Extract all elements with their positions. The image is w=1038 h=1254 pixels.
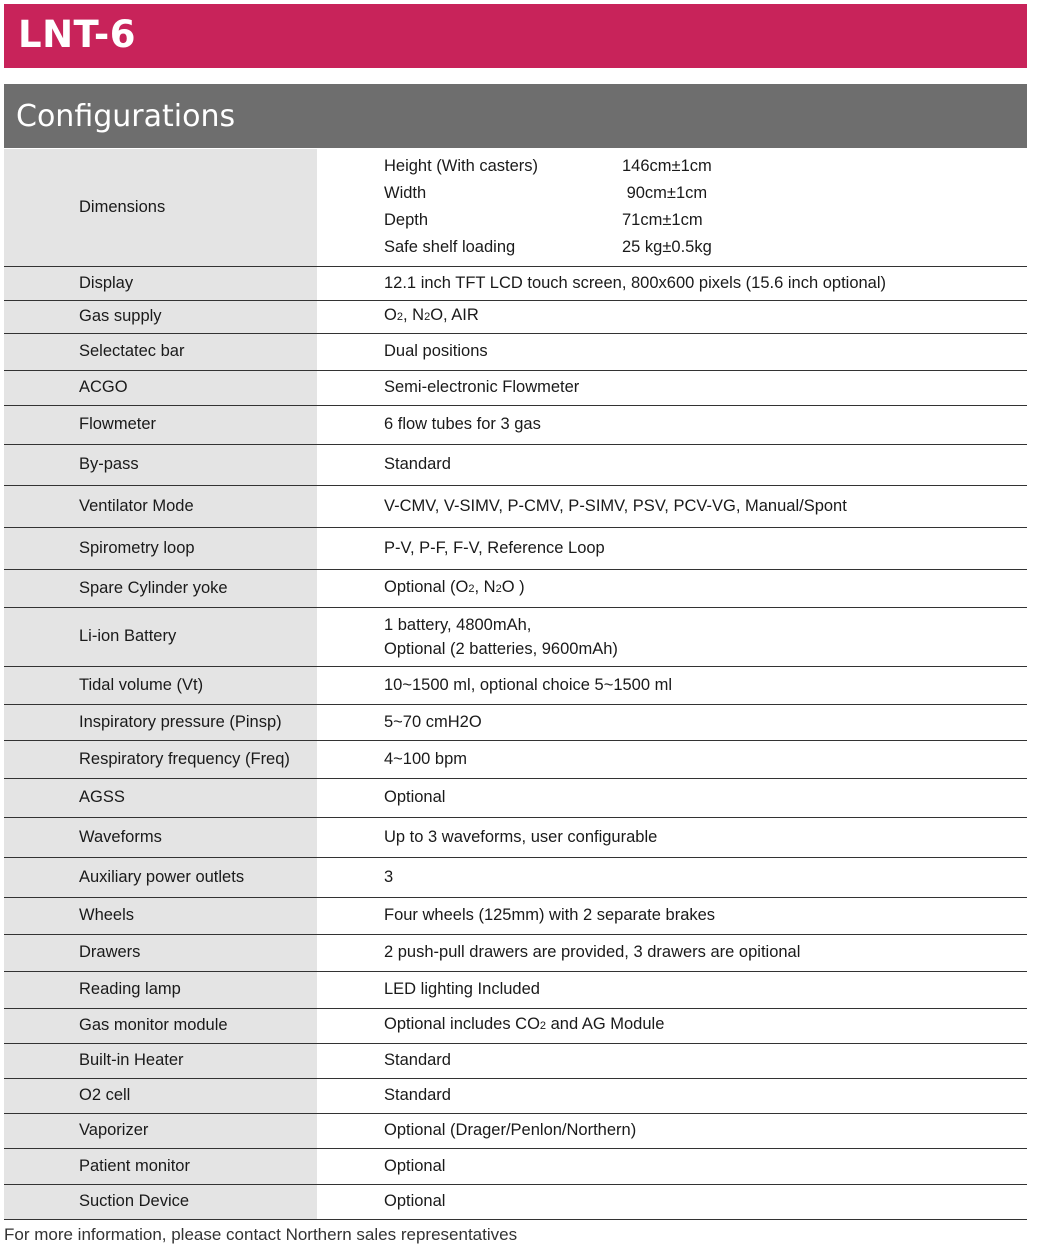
row-label: Vaporizer — [4, 1113, 317, 1148]
table-row — [4, 527, 1027, 569]
row-value: 10~1500 ml, optional choice 5~1500 ml — [317, 666, 1027, 704]
dimension-value: 25 kg±0.5kg — [622, 238, 712, 257]
spec-table — [4, 149, 1027, 1220]
row-label: Ventilator Mode — [4, 485, 317, 527]
row-label: Flowmeter — [4, 405, 317, 444]
row-label: Reading lamp — [4, 971, 317, 1008]
table-row — [4, 300, 1027, 333]
row-value: Standard — [317, 1078, 1027, 1113]
row-value — [317, 607, 1027, 666]
row-value-line: 1 battery, 4800mAh, — [384, 615, 532, 634]
dimension-value: 146cm±1cm — [622, 157, 712, 176]
dimension-line — [384, 234, 1027, 261]
row-value: Dual positions — [317, 333, 1027, 370]
dimension-value: 90cm±1cm — [622, 184, 708, 203]
dimension-name: Height (With casters) — [384, 157, 539, 176]
table-row-dimensions — [4, 149, 1027, 266]
dimension-value: 71cm±1cm — [622, 211, 703, 230]
row-label: Spirometry loop — [4, 527, 317, 569]
dimension-name: Safe shelf loading — [384, 238, 516, 257]
table-row — [4, 897, 1027, 934]
row-label: Li-ion Battery — [4, 607, 317, 666]
table-row — [4, 444, 1027, 485]
row-value: 6 flow tubes for 3 gas — [317, 405, 1027, 444]
table-row — [4, 857, 1027, 897]
row-value: LED lighting Included — [317, 971, 1027, 1008]
table-row — [4, 1043, 1027, 1078]
row-label: AGSS — [4, 778, 317, 817]
dimension-name: Width — [384, 184, 427, 203]
table-row — [4, 1184, 1027, 1219]
row-label: By-pass — [4, 444, 317, 485]
row-label: Spare Cylinder yoke — [4, 569, 317, 607]
table-row — [4, 569, 1027, 607]
table-row — [4, 740, 1027, 778]
row-value: Optional (Drager/Penlon/Northern) — [317, 1113, 1027, 1148]
row-label: Built-in Heater — [4, 1043, 317, 1078]
title-banner — [4, 4, 1027, 68]
row-label: Inspiratory pressure (Pinsp) — [4, 704, 317, 740]
row-value: 2 push-pull drawers are provided, 3 drawers are opitional — [317, 934, 1027, 971]
row-label: Selectatec bar — [4, 333, 317, 370]
table-row — [4, 1113, 1027, 1148]
row-value: Semi-electronic Flowmeter — [317, 370, 1027, 405]
footer-note: For more information, please contact Northern sales representatives — [4, 1225, 518, 1244]
table-row — [4, 934, 1027, 971]
row-label: Patient monitor — [4, 1148, 317, 1184]
row-label: Waveforms — [4, 817, 317, 857]
section-header — [4, 84, 1027, 148]
row-label: Wheels — [4, 897, 317, 934]
row-value: V-CMV, V-SIMV, P-CMV, P-SIMV, PSV, PCV-VG, Manual/Spont — [317, 485, 1027, 527]
table-row — [4, 704, 1027, 740]
dimensions-values — [317, 149, 1027, 266]
row-label: Suction Device — [4, 1184, 317, 1219]
row-value: 4~100 bpm — [317, 740, 1027, 778]
row-value: 5~70 cmH2O — [317, 704, 1027, 740]
table-row — [4, 370, 1027, 405]
row-label: Tidal volume (Vt) — [4, 666, 317, 704]
table-row — [4, 266, 1027, 300]
product-title: LNT-6 — [18, 13, 136, 56]
row-value: Standard — [317, 444, 1027, 485]
row-value: Optional — [317, 1184, 1027, 1219]
dimension-line — [384, 207, 1027, 234]
section-title: Configurations — [16, 99, 236, 134]
table-row — [4, 971, 1027, 1008]
table-row — [4, 666, 1027, 704]
row-label: Auxiliary power outlets — [4, 857, 317, 897]
table-row — [4, 1148, 1027, 1184]
row-value-line: Optional (2 batteries, 9600mAh) — [384, 639, 618, 658]
dimension-name: Depth — [384, 211, 429, 230]
row-label: Drawers — [4, 934, 317, 971]
row-value: Optional (O2, N2O ) — [317, 569, 1027, 607]
table-row — [4, 1008, 1027, 1043]
dimension-line — [384, 153, 1027, 180]
table-row — [4, 817, 1027, 857]
row-label: Gas monitor module — [4, 1008, 317, 1043]
table-row — [4, 333, 1027, 370]
table-row — [4, 485, 1027, 527]
row-label: Gas supply — [4, 300, 317, 333]
row-value: Optional includes CO2 and AG Module — [317, 1008, 1027, 1043]
table-row — [4, 607, 1027, 666]
row-value: Four wheels (125mm) with 2 separate brakes — [317, 897, 1027, 934]
row-value: Up to 3 waveforms, user configurable — [317, 817, 1027, 857]
row-label: Display — [4, 266, 317, 300]
row-label: Respiratory frequency (Freq) — [4, 740, 317, 778]
row-value: O2, N2O, AIR — [317, 300, 1027, 333]
row-value: Optional — [317, 778, 1027, 817]
dimension-line — [384, 180, 1027, 207]
row-value: 12.1 inch TFT LCD touch screen, 800x600 pixels (15.6 inch optional) — [317, 266, 1027, 300]
row-label: O2 cell — [4, 1078, 317, 1113]
table-row — [4, 1078, 1027, 1113]
table-row — [4, 778, 1027, 817]
row-value: P-V, P-F, F-V, Reference Loop — [317, 527, 1027, 569]
row-value: 3 — [317, 857, 1027, 897]
row-label: Dimensions — [4, 149, 317, 266]
row-label: ACGO — [4, 370, 317, 405]
row-value: Optional — [317, 1148, 1027, 1184]
row-value: Standard — [317, 1043, 1027, 1078]
table-row — [4, 405, 1027, 444]
